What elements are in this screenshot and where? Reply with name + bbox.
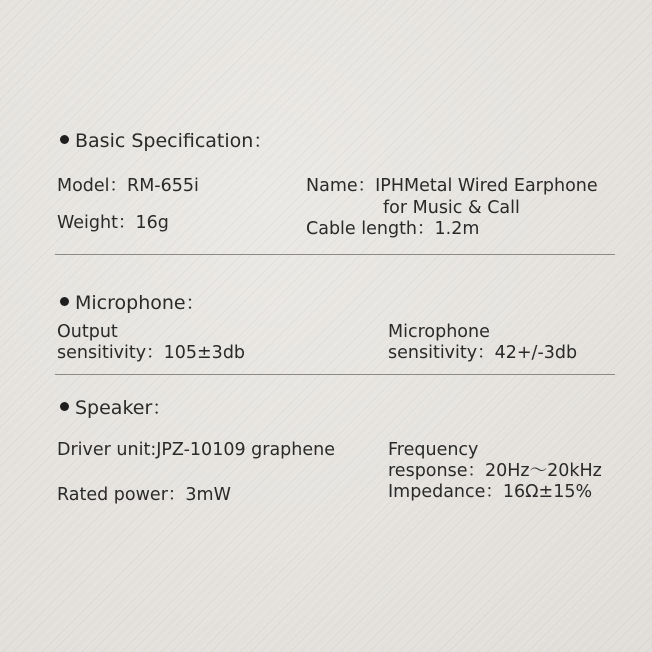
name-spec-line1: Name：IPHMetal Wired Earphone	[306, 176, 598, 196]
microphone-sensitivity-line1: Microphone	[388, 322, 490, 342]
frequency-response-line2: response：20Hz～20kHz	[388, 461, 602, 481]
name-spec-line2: for Music & Call	[383, 198, 520, 218]
model-spec: Model：RM-655i	[57, 176, 199, 196]
frequency-response-line1: Frequency	[388, 440, 479, 460]
weight-spec: Weight：16g	[57, 213, 169, 233]
bullet-icon	[60, 402, 69, 411]
microphone-heading	[60, 288, 205, 315]
microphone-heading-text: Microphone：	[75, 292, 205, 314]
impedance-spec: Impedance：16Ω±15%	[388, 482, 593, 502]
microphone-sensitivity-line2: sensitivity：42+/-3db	[388, 343, 578, 363]
speaker-heading	[60, 393, 171, 420]
cable-length-spec: Cable length：1.2m	[306, 219, 480, 239]
basic-spec-heading-text: Basic Specification：	[75, 130, 273, 152]
speaker-heading-text: Speaker：	[75, 397, 172, 419]
section-divider	[55, 374, 615, 375]
section-divider	[55, 254, 615, 255]
basic-spec-heading	[60, 126, 272, 153]
output-sensitivity-line1: Output	[57, 322, 118, 342]
bullet-icon	[60, 297, 69, 306]
output-sensitivity-line2: sensitivity：105±3db	[57, 343, 246, 363]
bullet-icon	[60, 135, 69, 144]
driver-unit-spec: Driver unit:JPZ-10109 graphene	[57, 440, 336, 460]
rated-power-spec: Rated power：3mW	[57, 485, 231, 505]
